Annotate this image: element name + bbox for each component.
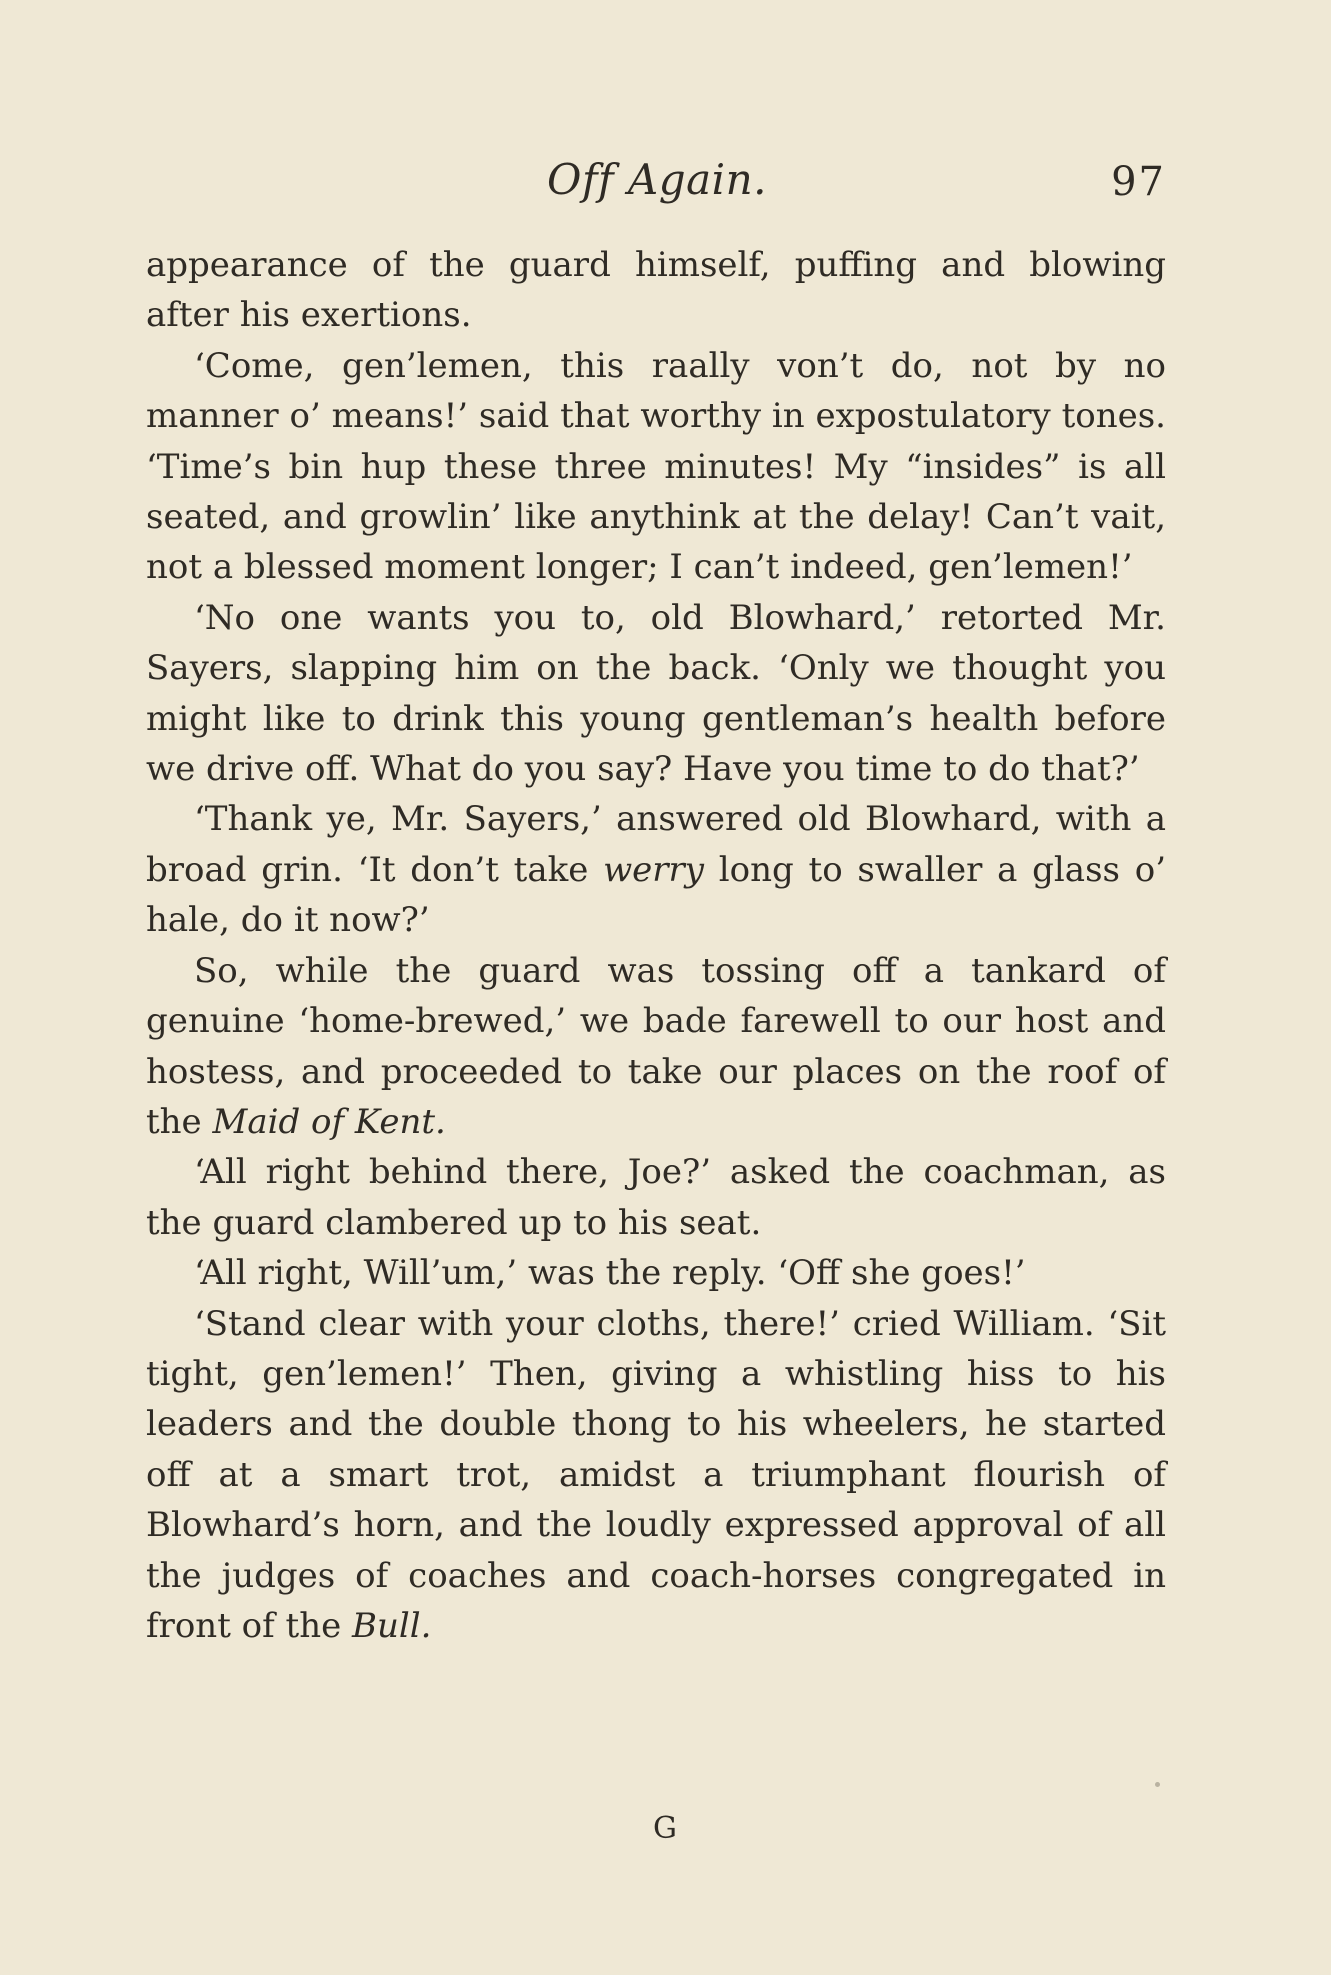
body-text (146, 240, 1166, 1651)
paragraph-8-text: ‘Stand clear with your cloths, there!’ cried William. ‘Sit tight, gen’lemen!’ Then, giving a whistling hiss to his leaders and the double thong to his wheelers, he started off at a smart trot, amidst a triumphant flourish of Blowhard’s horn, and the loudly expressed approval of all the judges of coaches and coach-horses congregated in front of the (146, 1303, 1166, 1646)
signature-mark: G (653, 1811, 678, 1846)
paragraph-4-text-b: long to swaller a glass o’ hale, do it now?’ (146, 849, 1166, 941)
coach-name-emphasis: Maid of Kent. (212, 1101, 446, 1142)
paper-speck (1155, 1782, 1160, 1787)
running-header (148, 150, 1166, 210)
paragraph-2: ‘Come, gen’lemen, this raally von’t do, not by no manner o’ means!’ said that worthy in expostulatory tones. ‘Time’s bin hup these three minutes! My “insides” is all seated, and growlin’ like anythink at the delay! Can’t vait, not a blessed moment longer; I can’t indeed, gen’lemen!’ (146, 345, 1166, 588)
paragraph-3: ‘No one wants you to, old Blowhard,’ retorted Mr. Sayers, slapping him on the back. ‘Only we thought you might like to drink this young gentleman’s health before we drive off. What do you say? Have you time to do that?’ (146, 597, 1166, 790)
page-number: 97 (1111, 159, 1166, 205)
paragraph-5-text: So, while the guard was tossing off a tankard of genuine ‘home-brewed,’ we bade farewell to our host and hostess, and proceeded to take our places on the roof of the (146, 950, 1166, 1142)
running-title: Off Again. (547, 155, 767, 204)
paragraph-4-text-a: ‘Thank ye, Mr. Sayers,’ answered old Blowhard, with a broad grin. ‘It don’t take (146, 799, 1166, 890)
inn-name-emphasis: Bull. (352, 1605, 432, 1646)
paragraph-7: ‘All right, Will’um,’ was the reply. ‘Off she goes!’ (194, 1253, 1026, 1294)
paragraph-6: ‘All right behind there, Joe?’ asked the coachman, as the guard clambered up to his seat. (146, 1152, 1166, 1243)
dialect-word-emphasis: werry (603, 849, 705, 890)
paragraph-5 (146, 946, 1166, 1148)
paragraph-8 (146, 1299, 1166, 1652)
paragraph-4 (146, 794, 1166, 945)
paragraph-1: appearance of the guard himself, puffing and blowing after his exertions. (146, 245, 1166, 336)
